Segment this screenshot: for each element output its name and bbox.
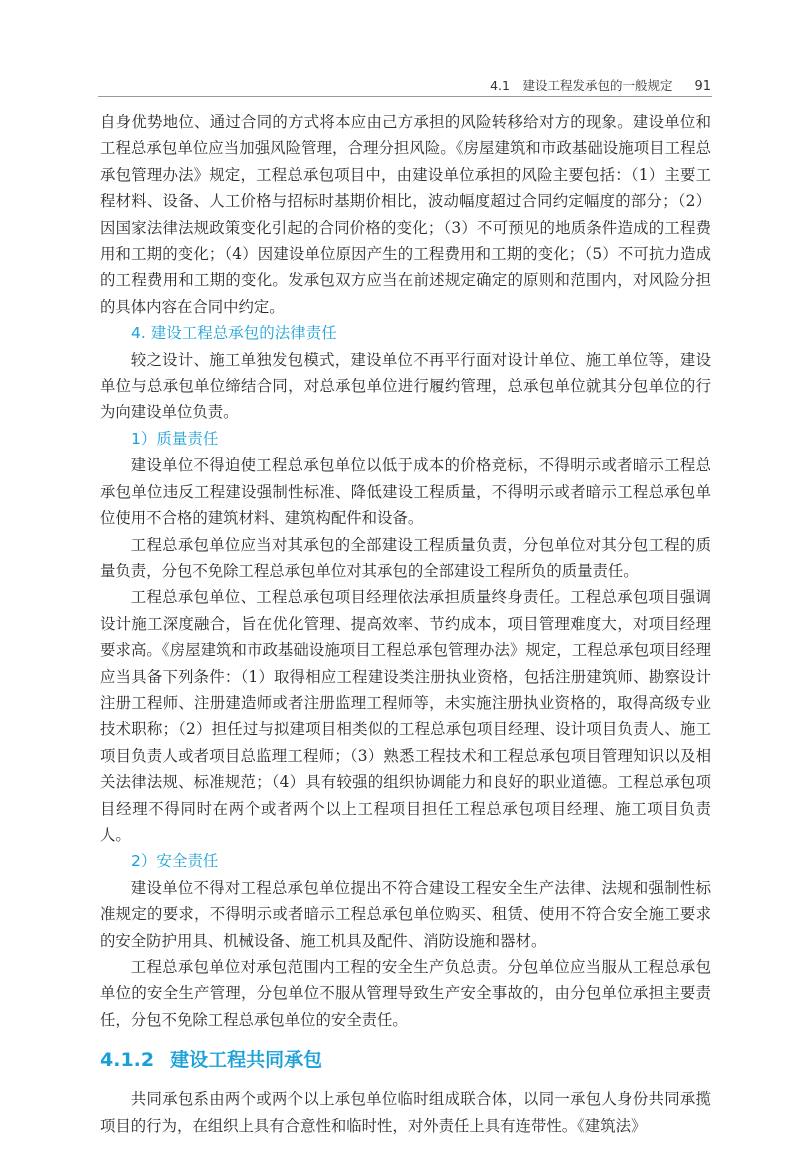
paragraph-quality-1: 建设单位不得迫使工程总承包单位以低于成本的价格竞标，不得明示或者暗示工程总承包单位违反工程建设强制性标准、降低建设工程质量，不得明示或者暗示工程总承包单位使用不合格的建筑材料、建筑构配件和设备。	[100, 456, 711, 528]
section-title: 建设工程共同承包	[170, 1049, 323, 1072]
header-rule	[98, 96, 712, 97]
heading-safety-liability: 2）安全责任	[131, 852, 219, 871]
page-body	[100, 109, 711, 1139]
paragraph-safety-2: 工程总承包单位对承包范围内工程的安全生产负总责。分包单位应当服从工程总承包单位的安全生产管理，分包单位不服从管理导致生产安全事故的，由分包单位承担主要责任，分包不免除工程总承包单位的安全责任。	[100, 958, 711, 1029]
section-heading-joint-contracting	[100, 1046, 711, 1074]
paragraph-quality-2: 工程总承包单位应当对其承包的全部建设工程质量负责，分包单位对其分包工程的质量负责，分包不免除工程总承包单位对其承包的全部建设工程所负的质量责任。	[100, 535, 711, 580]
paragraph-safety-1: 建设单位不得对工程总承包单位提出不符合建设工程安全生产法律、法规和强制性标准规定的要求，不得明示或者暗示工程总承包单位购买、租赁、使用不符合安全施工要求的安全防护用具、机械设备、施工机具及配件、消防设施和器材。	[100, 878, 711, 950]
paragraph-liability-intro: 较之设计、施工单独发包模式，建设单位不再平行面对设计单位、施工单位等，建设单位与总承包单位缔结合同，对总承包单位进行履约管理，总承包单位就其分包单位的行为向建设单位负责。	[100, 350, 711, 422]
heading-legal-liability: 4. 建设工程总承包的法律责任	[131, 324, 337, 343]
paragraph-quality-3: 工程总承包单位、工程总承包项目经理依法承担质量终身责任。工程总承包项目强调设计施工深度融合，旨在优化管理、提高效率、节约成本，项目管理难度大，对项目经理要求高。《房屋建筑和市政基础设施项目工程总承包管理办法》规定，工程总承包项目经理应当具备下列条件：（1）取得相应工程建设类注册执业资格，包括注册建筑师、勘察设计注册工程师、注册建造师或者注册监理工程师等，未实施注册执业资格的，取得高级专业技术职称；（2）担任过与拟建项目相类似的工程总承包项目经理、设计项目负责人、施工项目负责人或者项目总监理工程师；（3）熟悉工程技术和工程总承包项目管理知识以及相关法律法规、标准规范；（4）具有较强的组织协调能力和良好的职业道德。工程总承包项目经理不得同时在两个或者两个以上工程项目担任工程总承包项目经理、施工项目负责人。	[100, 588, 711, 844]
section-number: 4.1.2	[100, 1049, 155, 1072]
header-section-title: 4.1 建设工程发承包的一般规定	[490, 78, 673, 93]
heading-quality-liability: 1）质量责任	[131, 429, 219, 448]
paragraph-joint-contracting: 共同承包系由两个或两个以上承包单位临时组成联合体，以同一承包人身份共同承揽项目的行为，在组织上具有合意性和临时性，对外责任上具有连带性。《建筑法》	[100, 1090, 711, 1135]
running-header	[98, 76, 711, 94]
paragraph-risk-allocation: 自身优势地位、通过合同的方式将本应由己方承担的风险转移给对方的现象。建设单位和工程总承包单位应当加强风险管理，合理分担风险。《房屋建筑和市政基础设施项目工程总承包管理办法》规定，工程总承包项目中，由建设单位承担的风险主要包括：（1）主要工程材料、设备、人工价格与招标时基期价相比，波动幅度超过合同约定幅度的部分；（2）因国家法律法规政策变化引起的合同价格的变化；（3）不可预见的地质条件造成的工程费用和工期的变化；（4）因建设单位原因产生的工程费用和工期的变化；（5）不可抗力造成的工程费用和工期的变化。发承包双方应当在前述规定确定的原则和范围内，对风险分担的具体内容在合同中约定。	[100, 113, 711, 316]
page-number: 91	[694, 79, 711, 94]
